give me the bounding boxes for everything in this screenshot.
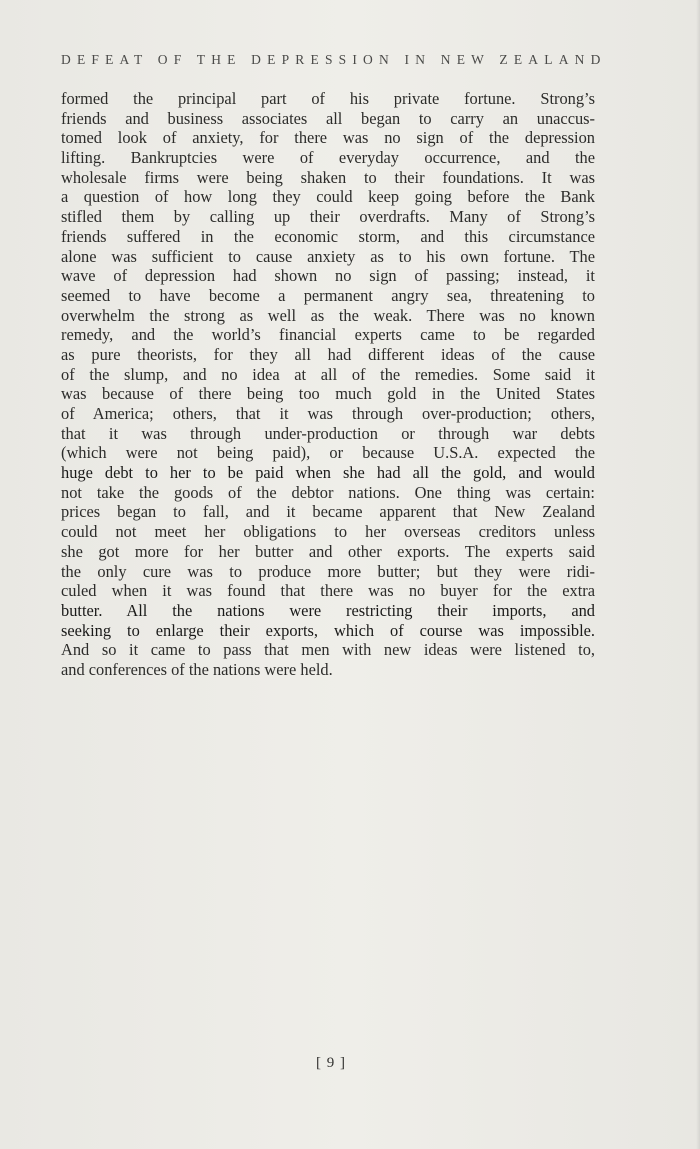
text-line: culed when it was found that there was no buyer for the extra — [61, 581, 595, 601]
text-line: was because of there being too much gold in the United States — [61, 384, 595, 404]
page-edge — [696, 0, 700, 1149]
text-line: alone was sufficient to cause anxiety as to his own fortune. The — [61, 246, 595, 266]
text-line: seeking to enlarge their exports, which of course was impossible. — [61, 620, 595, 640]
text-line: that it was through under-production or through war debts — [61, 423, 595, 443]
text-line: remedy, and the world’s financial experts came to be regarded — [61, 325, 595, 345]
page-number: [ 9 ] — [316, 1055, 346, 1071]
text-line: she got more for her butter and other exports. The experts said — [61, 541, 595, 561]
text-line: And so it came to pass that men with new ideas were listened to, — [61, 640, 595, 660]
text-line: seemed to have become a permanent angry sea, threatening to — [61, 285, 595, 305]
text-line: friends and business associates all began to carry an unaccus- — [61, 108, 595, 128]
text-line: (which were not being paid), or because U.S.A. expected the — [61, 443, 595, 463]
text-line: huge debt to her to be paid when she had all the gold, and would — [61, 463, 595, 483]
text-line: wholesale firms were being shaken to their foundations. It was — [61, 167, 595, 187]
text-line: prices began to fall, and it became apparent that New Zealand — [61, 502, 595, 522]
text-line: lifting. Bankruptcies were of everyday occurrence, and the — [61, 148, 595, 168]
text-line: a question of how long they could keep going before the Bank — [61, 187, 595, 207]
running-head: DEFEAT OF THE DEPRESSION IN NEW ZEALAND — [61, 52, 607, 67]
text-line: of the slump, and no idea at all of the remedies. Some said it — [61, 364, 595, 384]
text-line: could not meet her obligations to her overseas creditors unless — [61, 522, 595, 542]
text-line: and conferences of the nations were held. — [61, 659, 333, 679]
text-line: of America; others, that it was through over-production; others, — [61, 404, 595, 423]
text-line: as pure theorists, for they all had different ideas of the cause — [61, 344, 595, 364]
text-line: wave of depression had shown no sign of passing; instead, it — [61, 266, 595, 286]
text-line: overwhelm the strong as well as the weak. There was no known — [61, 305, 595, 325]
body-paragraph — [61, 89, 595, 680]
text-line: tomed look of anxiety, for there was no sign of the depression — [61, 128, 595, 148]
text-line: the only cure was to produce more butter; but they were ridi- — [61, 561, 595, 581]
text-line: formed the principal part of his private fortune. Strong’s — [61, 89, 595, 108]
text-line: butter. All the nations were restricting their imports, and — [61, 600, 595, 620]
text-line: friends suffered in the economic storm, and this circumstance — [61, 226, 595, 246]
text-line: not take the goods of the debtor nations. One thing was certain: — [61, 482, 595, 502]
text-line: stifled them by calling up their overdrafts. Many of Strong’s — [61, 207, 595, 227]
